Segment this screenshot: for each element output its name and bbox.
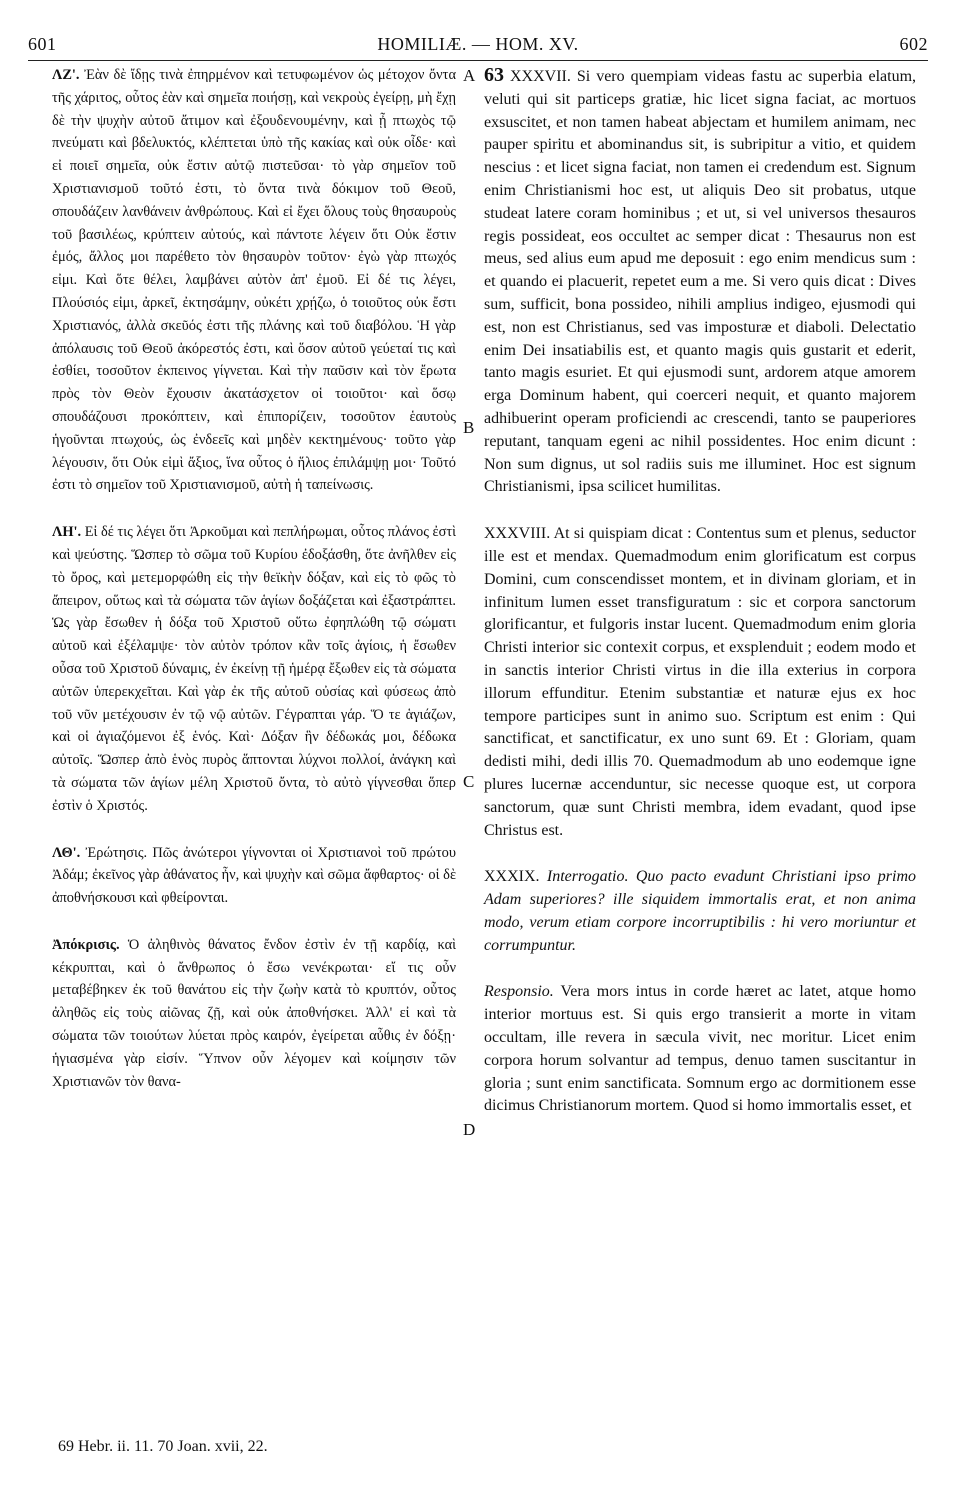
latin-paragraph-37: 63 XXXVII. Si vero quempiam videas fastu ac superbia elatum, veluti qui sit particeps gratiæ, hic licet signa faciat, ac mortuos exsuscitet, et non tamen habeat abjectam et humilem animam, nec pauper spiritu et abominandus sit, is subripitur a vitio, et quidem nescius : et licet signa faciat, non tamen ei credendum est. Signum enim Christianismi hoc est, ut aliquis Deo sit probatus, utque studeat latere coram hominibus ; et ut, si vel universos thesauros regis possideat, eos occultet ac semper dicat : Thesaurus non est meus, sed alius eum apud me deposuit : ego enim mendicus sum : et quando ei placuerit, repetet eum a me. Si vero quis dicat : Dives sum, sufficit, bona possideo, nihili amplius indigeo, ejusmodi qui est, non est Christianus, sed vas imposturæ et diaboli. Delectatio enim Dei insatiabilis est, et quanto magis quis gustarit et ederit, tanto magis esuriet. Et qui ejusmodi sunt, ardorem atque amorem erga Dominum habent, qui coerceri nequit, et quanto majorem adhibuerint operam proficiendi ac crescendi, tanto se pauperiores reputant, tanquam egeni ac nihil possidentes. Hoc enim dicunt : Non sum dignus, ut sol radiis suis me illuminet. Hoc est signum Christianismi, ipsa scilicet humilitas.	[484, 64, 917, 496]
latin-paragraph-39: XXXIX. Interrogatio. Quo pacto evadunt Christiani ipso primo Adam superiores? ille siquidem immortalis erat, et non anima modo, verum etiam corpore incorruptibilis : hi vero moriuntur et corrumpuntur.	[484, 868, 916, 954]
greek-column	[52, 64, 456, 1093]
greek-paragraph-39: ΛΘ'. Ἐρώτησις. Πῶς ἀνώτεροι γίγνονται οἱ Χριστιανοὶ τοῦ πρώτου Ἀδάμ; ἐκεῖνος γὰρ ἀθάνατος ἦν, καὶ ψυχὴν καὶ σῶμα ἄφθαρτος· οἱ δὲ ἀποθνήσκουσι καὶ φθείρονται.	[52, 844, 456, 907]
page-number-right: 602	[899, 34, 928, 54]
margin-mark-b: B	[463, 418, 475, 437]
header-rule	[28, 60, 928, 61]
latin-column	[484, 64, 916, 1118]
margin-mark-c: C	[463, 772, 475, 791]
greek-paragraph-37: ΛΖ'. Ἐὰν δὲ ἴδῃς τινὰ ἐπηρμένον καὶ τετυφωμένον ὡς μέτοχον ὄντα τῆς χάριτος, οὗτος ἐὰν καὶ σημεῖα ποιήσῃ, καὶ νεκροὺς ἐγείρῃ, μὴ ἔχῃ δὲ τὴν ψυχὴν αὐτοῦ ἄτιμον καὶ ἐξουδενουμένην, καὶ ᾖ πτωχὸς τῷ πνεύματι καὶ βδελυκτός, κλέπτεται ὑπὸ τῆς κακίας καὶ οὐκ οἶδε· καὶ εἰ ποιεῖ σημεῖα, οὐκ ἔστιν αὐτῷ πιστεῦσαι· τὸ γὰρ σημεῖον τοῦ Χριστιανισμοῦ τοῦτό ἐστι, τὸ ὄντα τινὰ δόκιμον τοῦ Θεοῦ, σπουδάζειν λανθάνειν ἀνθρώπους. Καὶ εἰ ἔχει ὅλους τοὺς θησαυροὺς τοῦ βασιλέως, κρύπτειν αὐτούς, καὶ πάντοτε λέγειν ὅτι Οὐκ ἔστιν ἐμός, ἄλλος μοι παρέθετο τὸν θησαυρὸν τοῦτον· ἐγὼ γὰρ πτωχός εἰμι. Καὶ ὅτε θέλει, λαμβάνει αὐτὸν ἀπ' ἐμοῦ. Εἰ δέ τις λέγει, Πλούσιός εἰμι, ἀρκεῖ, ἐκτησάμην, οὐκέτι χρῄζω, ὁ τοιοῦτος οὐκ ἔστι Χριστιανός, ἀλλὰ σκεῦός ἐστι τῆς πλάνης καὶ τοῦ διαβόλου. Ἡ γὰρ ἀπόλαυσις τοῦ Θεοῦ ἀκόρεστός ἐστι, καὶ ὅσον αὐτοῦ γεύεταί τις καὶ ἐσθίει, τοσοῦτον ἐκπεινος γίγνεται. Καὶ τὴν παῦσιν καὶ τὸν ἔρωτα πρὸς τὸν Θεὸν ἔχουσιν ἀκατάσχετον οἱ τοιοῦτοι· καὶ ὅσῳ σπουδάζουσι προκόπτειν, καὶ ἐπιπορίζειν, τοσοῦτον ἑαυτοὺς ἡγοῦνται πτωχούς, ὡς ἐνδεεῖς καὶ μηδὲν κεκτημένους· τοῦτο γὰρ λέγουσιν, ὅτι Οὐκ εἰμὶ ἄξιος, ἵνα οὗτος ὁ ἥλιος ἐπιλάμψῃ μοι· Τοῦτό ἐστι τὸ σημεῖον τοῦ Χριστιανισμοῦ, αὐτὴ ἡ ταπείνωσις.	[52, 67, 456, 494]
margin-mark-a: A	[463, 66, 476, 85]
footnotes: 69 Hebr. ii. 11. 70 Joan. xvii, 22.	[58, 1438, 268, 1455]
latin-paragraph-response: Responsio. Vera mors intus in corde hæret ac latet, atque homo interior mortuus est. Si quis ergo transierit a morte in vitam occultam, ille revera in sæcula vivit, nec moritur. Licet enim corpora horum solvantur ad tempus, denuo tamen suscitantur in gloria ; sunt enim sanctificata. Somnum ergo ac dormitionem esse dicimus Christianorum mortem. Quod si homo immortalis esset, et	[484, 983, 916, 1115]
latin-paragraph-38: XXXVIII. At si quispiam dicat : Contentus sum et plenus, seductor ille est et mendax. Quemadmodum enim glorificatum est corpus Domini, cum conscendisset montem, et in divinam gloriam, et in infinitum lumen esset transfiguratum : sic et corpora sanctorum glorificantur, et fulgoris instar lucent. Quemadmodum enim gloria Christi interior sic contexit corpus, et exsplenduit ; eodem modo et in sanctis interior Christi virtus in die illa exterius in corpora illorum effunditur. Etenim substantiæ et naturæ ejus ex hoc tempore participes sunt in animo suo. Scriptum est enim : Qui sanctificat, et sanctificatur, ex uno sunt 69. Et : Gloriam, quam dedisti mihi, dedi illis 70. Quemadmodum ab uno eodemque igne plures lucernæ accenduntur, sic necesse quoque est, ut corpora sanctorum, quæ sunt Christi membra, idem evadant, quod ipse Christus est.	[484, 525, 916, 839]
greek-paragraph-response: Ἀπόκρισις. Ὁ ἀληθινὸς θάνατος ἔνδον ἐστὶν ἐν τῇ καρδίᾳ, καὶ κέκρυπται, καὶ ὁ ἄνθρωπος ὁ ἔσω νενέκρωται· εἴ τις οὖν μεταβέβηκεν ἐκ τοῦ θανάτου εἰς τὴν ζωὴν κατὰ τὸ κρυπτόν, οὗτος ἀληθῶς εἰς τοὺς αἰῶνας ζῇ, καὶ οὐκ ἀποθνήσκει. Ἀλλ' εἰ καὶ τὰ σώματα τῶν τοιούτων λύεται πρὸς καιρόν, ἐγείρεται αὖθις ἐν δόξῃ· ἡγιασμένα γὰρ εἰσίν. Ὕπνον οὖν λέγομεν καὶ κοίμησιν τῶν Χριστιανῶν τὸν θανα-	[52, 936, 456, 1090]
column-number: 63	[484, 64, 504, 86]
running-header	[28, 34, 928, 58]
page-number-left: 601	[28, 34, 57, 54]
running-title: HOMILIÆ. — HOM. XV.	[377, 34, 579, 54]
margin-mark-d: D	[463, 1120, 476, 1139]
greek-paragraph-38: ΛΗ'. Εἰ δέ τις λέγει ὅτι Ἀρκοῦμαι καὶ πεπλήρωμαι, οὗτος πλάνος ἐστὶ καὶ ψεύστης. Ὥσπερ τὸ σῶμα τοῦ Κυρίου ἐδοξάσθη, ὅτε ἀνῆλθεν εἰς τὸ ὄρος, καὶ μετεμορφώθη εἰς τὴν θεϊκὴν δόξαν, καὶ εἰς τὸ φῶς τὸ ἄπειρον, οὕτως καὶ τὰ σώματα τῶν ἁγίων δοξάζεται καὶ ἐξαστράπτει. Ὡς γὰρ ἔσωθεν ἡ δόξα τοῦ Χριστοῦ οὕτω ἐφηπλώθη τῷ σώματι αὐτοῦ καὶ ἐξέλαμψε· τὸν αὐτὸν τρόπον κἂν τοῖς ἁγίοις, ἡ ἔσωθεν οὖσα τοῦ Χριστοῦ δύναμις, ἐν ἐκείνῃ τῇ ἡμέρᾳ ἔξωθεν εἰς τὰ σώματα αὐτῶν ὑπερεκχεῖται. Καὶ γὰρ ἐκ τῆς αὐτοῦ οὐσίας καὶ φύσεως ἀπὸ τοῦ νῦν μετέχουσιν ἐν τῷ νῷ αὐτῶν. Γέγραπται γάρ. Ὅ τε ἁγιάζων, καὶ οἱ ἁγιαζόμενοι ἐξ ἑνός. Καὶ· Δόξαν ἣν δέδωκάς μοι, δέδωκα αὐτοῖς. Ὥσπερ ἀπὸ ἑνὸς πυρὸς ἅπτονται λύχνοι πολλοί, ἀνάγκη καὶ τὰ σώματα τῶν ἁγίων μέλη Χριστοῦ ὄντα, τὸ αὐτὸ γίγνεσθαι ὅπερ ἐστὶν ὁ Χριστός.	[52, 524, 456, 814]
